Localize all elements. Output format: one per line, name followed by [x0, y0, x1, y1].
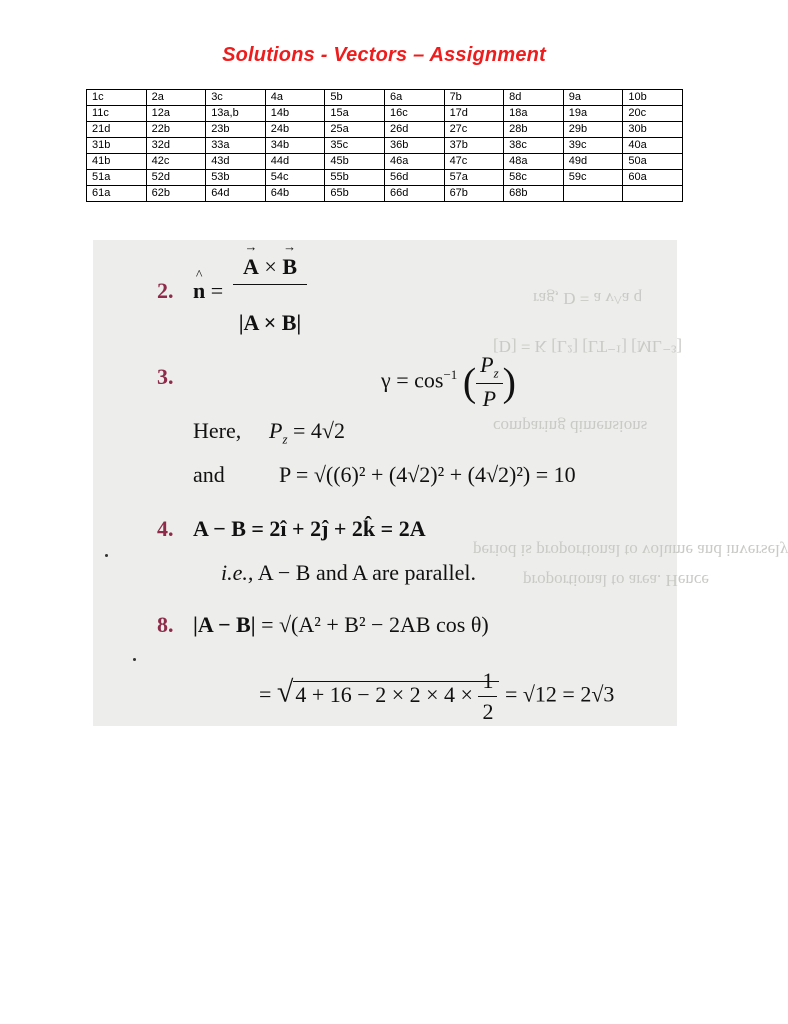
scanned-solutions — [93, 240, 788, 726]
table-cell: 61a — [87, 186, 147, 202]
question-number-3: 3. — [157, 364, 174, 389]
table-cell: 22b — [146, 122, 206, 138]
table-row — [87, 170, 683, 186]
table-cell: 5b — [325, 90, 385, 106]
table-cell: 4a — [265, 90, 325, 106]
table-cell: 40a — [623, 138, 683, 154]
speck — [133, 658, 136, 661]
table-cell: 17d — [444, 106, 504, 122]
table-cell: 44d — [265, 154, 325, 170]
table-cell: 33a — [206, 138, 266, 154]
table-cell: 2a — [146, 90, 206, 106]
question-number-4: 4. — [157, 516, 174, 541]
table-cell: 41b — [87, 154, 147, 170]
table-cell: 19a — [563, 106, 623, 122]
table-cell: 48a — [504, 154, 564, 170]
q8-line2: = √4 + 16 − 2 × 2 × 4 × $\frac{1}{2}$ = √12 = 2√3 — [259, 668, 615, 724]
table-cell: 45b — [325, 154, 385, 170]
table-cell: 7b — [444, 90, 504, 106]
q3-p-expression: P = √((6)² + (4√2)² + (4√2)²) = 10 — [279, 462, 576, 487]
table-cell: 52d — [146, 170, 206, 186]
table-row — [87, 138, 683, 154]
table-cell: 66d — [384, 186, 444, 202]
table-cell: 57a — [444, 170, 504, 186]
table-cell: 25a — [325, 122, 385, 138]
table-cell: 10b — [623, 90, 683, 106]
question-number-8: 8. — [157, 612, 174, 637]
table-cell: 36b — [384, 138, 444, 154]
table-cell: 60a — [623, 170, 683, 186]
table-cell: 31b — [87, 138, 147, 154]
table-cell: 3c — [206, 90, 266, 106]
table-cell: 46a — [384, 154, 444, 170]
table-cell: 68b — [504, 186, 564, 202]
q4-note: i.e., A − B and A are parallel. — [221, 560, 476, 585]
table-cell: 23b — [206, 122, 266, 138]
table-cell: 37b — [444, 138, 504, 154]
table-cell: 51a — [87, 170, 147, 186]
table-cell: 6a — [384, 90, 444, 106]
answer-key-table — [86, 89, 683, 202]
table-row — [87, 122, 683, 138]
table-cell: 53b — [206, 170, 266, 186]
bleed-through-text: comparing dimensions — [493, 417, 648, 436]
question-number-2: 2. — [157, 278, 174, 303]
table-row — [87, 154, 683, 170]
table-cell: 64b — [265, 186, 325, 202]
table-cell: 43d — [206, 154, 266, 170]
q2-numerator: → A × → B — [233, 254, 307, 285]
table-cell: 16c — [384, 106, 444, 122]
bleed-through-text: proportional to area. Hence — [523, 571, 709, 590]
table-cell: 29b — [563, 122, 623, 138]
table-cell: 30b — [623, 122, 683, 138]
table-cell: 1c — [87, 90, 147, 106]
table-cell: 58c — [504, 170, 564, 186]
q3-and-label: and — [193, 462, 225, 487]
table-row — [87, 186, 683, 202]
table-cell: 59c — [563, 170, 623, 186]
table-cell: 9a — [563, 90, 623, 106]
table-cell: 18a — [504, 106, 564, 122]
table-cell: 24b — [265, 122, 325, 138]
table-cell: 39c — [563, 138, 623, 154]
table-cell: 65b — [325, 186, 385, 202]
table-cell: 56d — [384, 170, 444, 186]
table-cell: 11c — [87, 106, 147, 122]
bleed-through-text: [D] = K [L²] [LT⁻¹] [ML⁻³] — [493, 337, 683, 356]
table-cell: 13a,b — [206, 106, 266, 122]
q2-denominator: |A × B| — [238, 310, 302, 335]
table-cell: 20c — [623, 106, 683, 122]
table-cell: 14b — [265, 106, 325, 122]
page-title: Solutions - Vectors – Assignment — [222, 44, 546, 66]
table-cell: 42c — [146, 154, 206, 170]
table-cell — [563, 186, 623, 202]
table-row — [87, 106, 683, 122]
table-cell: 54c — [265, 170, 325, 186]
table-cell: 27c — [444, 122, 504, 138]
bleed-through-text: period is proportional to volume and inversely — [473, 541, 788, 560]
table-cell: 38c — [504, 138, 564, 154]
table-cell: 62b — [146, 186, 206, 202]
table-cell: 50a — [623, 154, 683, 170]
table-cell: 28b — [504, 122, 564, 138]
table-cell: 32d — [146, 138, 206, 154]
table-cell: 47c — [444, 154, 504, 170]
table-cell: 55b — [325, 170, 385, 186]
q4-equation: A − B = 2î + 2ĵ + 2k̂ = 2A — [193, 516, 426, 541]
bleed-through-text: rag, D = a v^a q — [533, 289, 643, 308]
table-cell: 49d — [563, 154, 623, 170]
table-cell: 15a — [325, 106, 385, 122]
table-cell: 35c — [325, 138, 385, 154]
table-cell: 8d — [504, 90, 564, 106]
q3-here-label: Here, — [193, 418, 242, 443]
speck — [105, 554, 108, 557]
q8-line1: |A − B| = √(A² + B² − 2AB cos θ) — [193, 612, 489, 637]
table-cell: 21d — [87, 122, 147, 138]
table-cell: 26d — [384, 122, 444, 138]
q3-formula: $\gamma = \cos^{-1}$ ( $\frac{P_z}{P}$ ) — [381, 352, 516, 412]
q2-lhs: ^ n = — [193, 278, 223, 304]
table-row — [87, 90, 683, 106]
table-cell: 64d — [206, 186, 266, 202]
table-cell: 12a — [146, 106, 206, 122]
table-cell: 34b — [265, 138, 325, 154]
table-cell — [623, 186, 683, 202]
q3-pz: $P_z = 4√2$ — [269, 418, 345, 447]
table-cell: 67b — [444, 186, 504, 202]
